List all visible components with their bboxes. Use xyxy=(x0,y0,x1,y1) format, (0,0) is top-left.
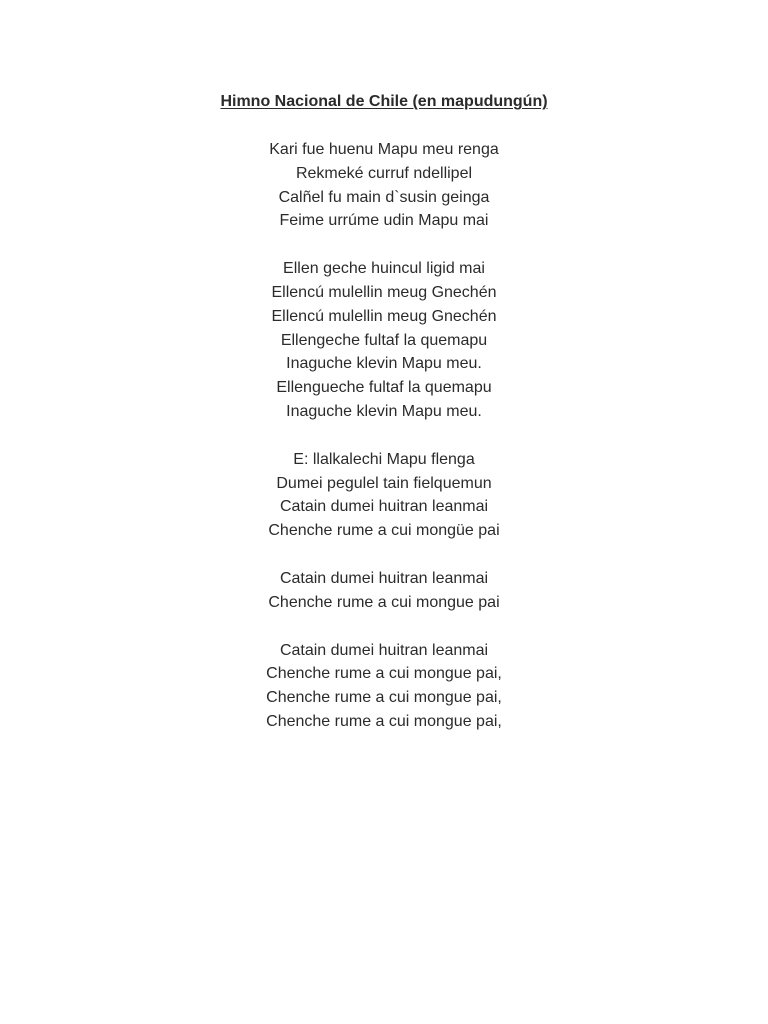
document-title: Himno Nacional de Chile (en mapudungún) xyxy=(220,93,548,110)
lyric-line: Ellen geche huincul ligid mai xyxy=(283,260,485,278)
stanza-4 xyxy=(0,567,768,615)
stanza-1 xyxy=(0,138,768,233)
lyric-line: Ellencú mulellin meug Gnechén xyxy=(271,307,497,325)
lyric-line: Chenche rume a cui mongue pai xyxy=(268,593,500,611)
lyric-line: Dumei pegulel tain fielquemun xyxy=(276,474,492,492)
lyric-line: Inaguche klevin Mapu meu. xyxy=(286,355,482,373)
lyric-line: Chenche rume a cui mongue pai, xyxy=(266,665,502,683)
lyric-line: Feime urrúme udin Mapu mai xyxy=(279,212,489,230)
lyric-line: Chenche rume a cui mongue pai, xyxy=(266,712,502,730)
lyric-line: Ellengueche fultaf la quemapu xyxy=(276,379,492,397)
lyric-line: Rekmeké curruf ndellipel xyxy=(295,164,473,182)
stanza-5 xyxy=(0,639,768,734)
lyric-line: Chenche rume a cui mongue pai, xyxy=(266,689,502,707)
lyric-line: Catain dumei huitran leanmai xyxy=(279,641,489,659)
stanza-3 xyxy=(0,448,768,543)
lyrics-body xyxy=(0,138,768,758)
lyric-line: Catain dumei huitran leanmai xyxy=(279,498,489,516)
lyric-line: Kari fue huenu Mapu meu renga xyxy=(269,141,499,158)
lyric-line: Calñel fu main d`susin geinga xyxy=(278,188,490,206)
lyric-line: Inaguche klevin Mapu meu. xyxy=(286,402,482,420)
lyric-line: Ellencú mulellin meug Gnechén xyxy=(271,283,497,301)
lyric-line: E: llalkalechi Mapu flenga xyxy=(293,450,475,468)
lyric-line: Catain dumei huitran leanmai xyxy=(279,569,489,587)
lyric-line: Ellengeche fultaf la quemapu xyxy=(280,331,488,349)
lyric-line: Chenche rume a cui mongüe pai xyxy=(268,522,500,540)
stanza-2 xyxy=(0,257,768,424)
